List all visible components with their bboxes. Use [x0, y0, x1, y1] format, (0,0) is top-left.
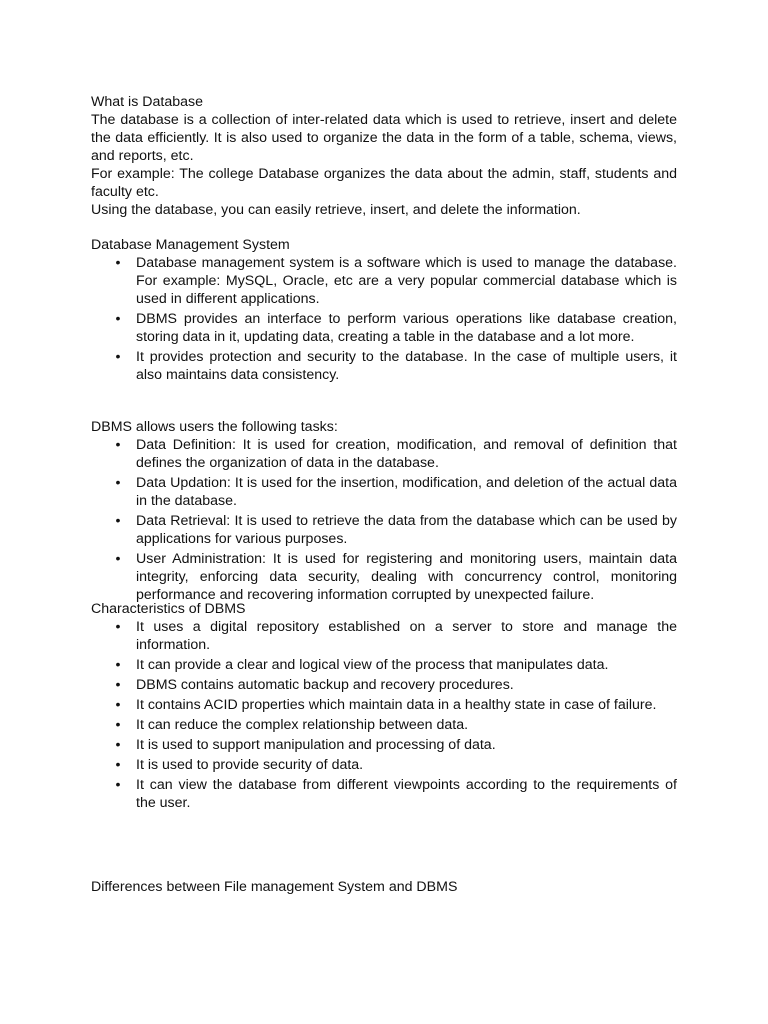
section-what-is-database	[91, 93, 677, 219]
list-item	[91, 254, 677, 308]
list-item-text: Data Updation: It is used for the insertion, modification, and deletion of the actual data in the database.	[136, 475, 677, 509]
bullet-icon: •	[115, 619, 121, 635]
bullet-icon: •	[115, 349, 121, 365]
list-item-text: It contains ACID properties which maintain data in a healthy state in case of failure.	[136, 697, 657, 713]
bullet-icon: •	[115, 737, 121, 753]
paragraph: For example: The college Database organizes the data about the admin, staff, students and faculty etc.	[91, 166, 677, 200]
section-heading: Differences between File management System and DBMS	[91, 879, 458, 895]
list-item-text: DBMS provides an interface to perform various operations like database creation, storing data in it, updating data, creating a table in the database and a lot more.	[136, 311, 677, 345]
list-item	[91, 676, 677, 694]
list-item	[91, 348, 677, 384]
bullet-icon: •	[115, 677, 121, 693]
bullet-icon: •	[115, 513, 121, 529]
bullet-icon: •	[115, 437, 121, 453]
list-item-text: Database management system is a software which is used to manage the database. For example: MySQL, Oracle, etc are a very popular commercial database which is used in different applications.	[136, 255, 677, 307]
bullet-list	[91, 618, 677, 812]
list-item-text: It is used to support manipulation and processing of data.	[136, 737, 496, 753]
list-item	[91, 436, 677, 472]
list-item	[91, 736, 677, 754]
list-item	[91, 656, 677, 674]
section-heading: Characteristics of DBMS	[91, 601, 246, 617]
list-item-text: User Administration: It is used for registering and monitoring users, maintain data integrity, enforcing data security, dealing with concurrency control, monitoring performance and recovering information corrupted by unexpected failure.	[136, 551, 677, 603]
list-item	[91, 550, 677, 604]
list-item	[91, 696, 677, 714]
list-item	[91, 512, 677, 548]
bullet-icon: •	[115, 697, 121, 713]
paragraph: Using the database, you can easily retrieve, insert, and delete the information.	[91, 202, 581, 218]
section-dbms-tasks	[91, 418, 677, 606]
list-item-text: Data Retrieval: It is used to retrieve the data from the database which can be used by applications for various purposes.	[136, 513, 677, 547]
section-heading: What is Database	[91, 94, 203, 110]
section-characteristics	[91, 600, 677, 814]
bullet-icon: •	[115, 777, 121, 793]
list-item-text: It uses a digital repository established on a server to store and manage the information.	[136, 619, 677, 653]
paragraph: The database is a collection of inter-related data which is used to retrieve, insert and delete the data efficiently. It is also used to organize the data in the form of a table, schema, views, and reports, etc.	[91, 112, 677, 164]
list-item-text: Data Definition: It is used for creation, modification, and removal of definition that defines the organization of data in the database.	[136, 437, 677, 471]
bullet-icon: •	[115, 657, 121, 673]
section-heading: Database Management System	[91, 237, 290, 253]
list-item-text: It can view the database from different viewpoints according to the requirements of the user.	[136, 777, 677, 811]
bullet-list	[91, 436, 677, 604]
list-item-text: DBMS contains automatic backup and recovery procedures.	[136, 677, 514, 693]
list-item	[91, 716, 677, 734]
list-item-text: It is used to provide security of data.	[136, 757, 364, 773]
section-differences	[91, 878, 677, 896]
list-item	[91, 756, 677, 774]
bullet-icon: •	[115, 475, 121, 491]
bullet-list	[91, 254, 677, 384]
list-item-text: It provides protection and security to the database. In the case of multiple users, it also maintains data consistency.	[136, 349, 677, 383]
bullet-icon: •	[115, 311, 121, 327]
list-item	[91, 776, 677, 812]
list-item-text: It can reduce the complex relationship between data.	[136, 717, 469, 733]
list-item	[91, 310, 677, 346]
bullet-icon: •	[115, 717, 121, 733]
list-item	[91, 618, 677, 654]
list-item	[91, 474, 677, 510]
bullet-icon: •	[115, 551, 121, 567]
list-item-text: It can provide a clear and logical view of the process that manipulates data.	[136, 657, 609, 673]
section-heading: DBMS allows users the following tasks:	[91, 419, 338, 435]
bullet-icon: •	[115, 255, 121, 271]
section-dbms	[91, 236, 677, 386]
bullet-icon: •	[115, 757, 121, 773]
